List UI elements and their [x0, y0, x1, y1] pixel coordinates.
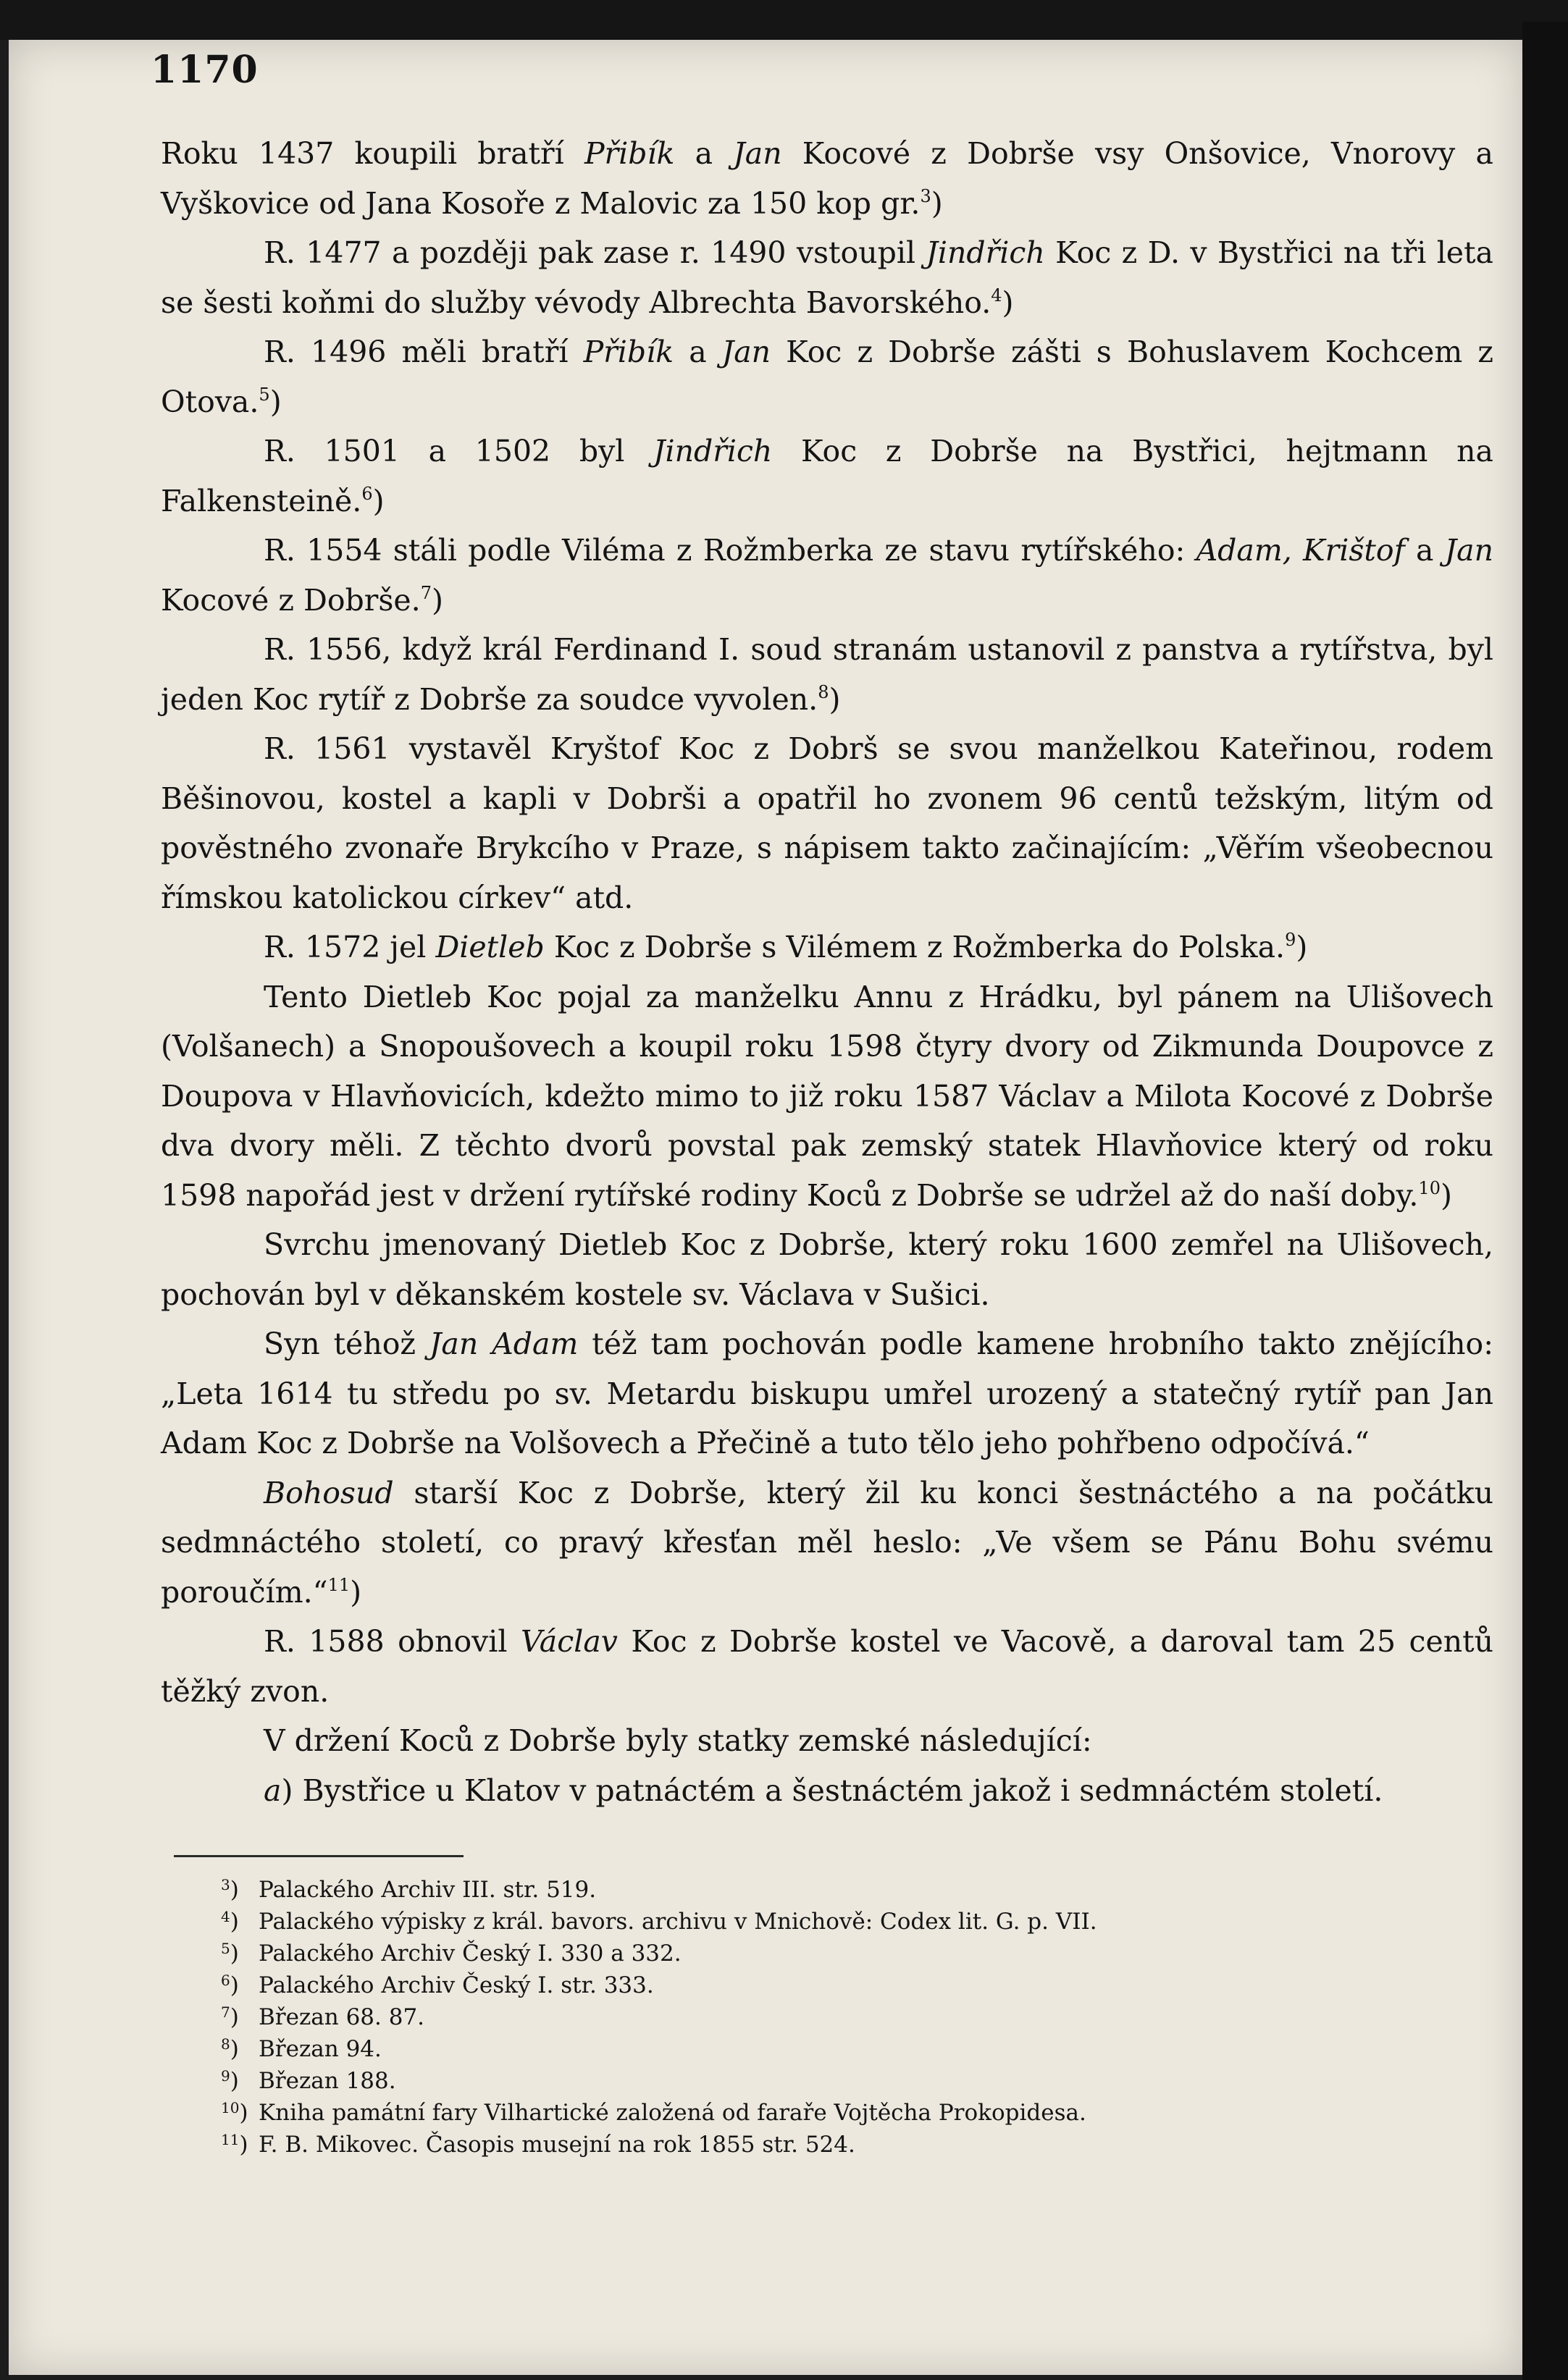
italic-name: Adam,	[1196, 533, 1292, 568]
paragraph-p9	[161, 972, 1493, 1221]
text-run: Tento Dietleb Koc pojal za manželku Annu z Hrádku, byl pánem na Ulišovech (Volšanech) a Snopoušovech a koupil roku 1598 čtyry dvory od Zikmunda Doupovce z Doupova v Hlavňovicích, kdežto mimo to již roku 1587 Václav a Milota Kocové z Dobrše dva dvory měli. Z těchto dvorů povstal pak zemský statek Hlavňovice který od roku 1598 napořád jest v držení rytířské rodiny Koců z Dobrše se udržel až do naší doby.	[161, 979, 1493, 1213]
paragraph-p2	[161, 228, 1493, 327]
text-run: R. 1588 obnovil	[264, 1624, 521, 1659]
text-run: Koc z Dobrše zášti s Bohuslavem Kochcem z Otova.	[161, 335, 1493, 419]
text-run: ) Bystřice u Klatov v patnáctém a šestnáctém jakož i sedmnáctém století.	[281, 1773, 1383, 1808]
italic-name: Dietleb	[435, 930, 545, 964]
text-run: a	[674, 136, 734, 171]
footnote-number: $^9$)	[221, 2067, 239, 2094]
paragraph-p14	[161, 1716, 1493, 1766]
text-run: R. 1554 stáli podle Viléma z Rožmberka ze stavu rytířského:	[264, 533, 1196, 568]
footnote-ref: 8	[818, 681, 829, 702]
footnote-number: $^{11}$)	[221, 2131, 248, 2158]
footnote-ref: 3	[920, 185, 931, 206]
paragraph-p3	[161, 327, 1493, 426]
footnote-item	[221, 1938, 1380, 1969]
text-run: V držení Koců z Dobrše byly statky zemské následující:	[264, 1723, 1092, 1758]
text-run: )	[1002, 285, 1014, 320]
footnotes	[221, 1874, 1380, 2161]
footnote-number: $^7$)	[221, 2003, 239, 2030]
footnote-text: Palackého výpisky z král. bavors. archivu v Mnichově: Codex lit. G. p. VII.	[259, 1909, 1097, 1935]
text-run: )	[350, 1574, 362, 1610]
footnote-text: Březan 94.	[259, 2036, 382, 2062]
text-run: Koc z Dobrše na Bystřici, hejtmann na Falkensteině.	[161, 434, 1494, 518]
italic-name: Bohosud	[264, 1475, 394, 1510]
footnote-number-value: 6	[221, 1972, 230, 1989]
footnote-ref: 9	[1285, 930, 1296, 950]
italic-name: Jan	[733, 136, 782, 171]
page-number: 1170	[151, 48, 259, 92]
italic-name: Václav	[520, 1624, 618, 1659]
footnote-item	[221, 2033, 1380, 2065]
italic-name: Jan	[1444, 533, 1493, 568]
text-run: též tam pochován podle kamene hrobního takto znějícího: „Leta 1614 tu středu po sv. Metardu biskupu umřel urozený a statečný rytíř pan Jan Adam Koc z Dobrše na Volšovech a Přečině a tuto tělo jeho pohřbeno odpočívá.“	[161, 1326, 1494, 1460]
text-run: Svrchu jmenovaný Dietleb Koc z Dobrše, který roku 1600 zemřel na Ulišovech, pochován byl v děkanském kostele sv. Václava v Sušici.	[161, 1227, 1493, 1312]
italic-name: Přibík	[583, 335, 674, 369]
footnote-number-value: 7	[221, 2003, 230, 2021]
paragraph-p1	[161, 129, 1493, 228]
footnote-item	[221, 2065, 1380, 2097]
italic-name: Jindřich	[926, 235, 1045, 270]
footnote-number: $^4$)	[221, 1908, 239, 1935]
footnote-number-value: 10	[221, 2099, 240, 2116]
text-run: )	[1296, 930, 1308, 964]
text-run: )	[829, 681, 841, 717]
footnote-number: $^3$)	[221, 1876, 239, 1903]
text-run: )	[372, 483, 385, 518]
paragraph-p15	[161, 1766, 1493, 1816]
footnote-item	[221, 2129, 1380, 2161]
footnote-separator	[174, 1855, 464, 1857]
footnote-ref: 4	[991, 285, 1002, 306]
text-run: R. 1496 měli bratří	[264, 335, 584, 369]
footnote-ref: 6	[361, 483, 373, 504]
footnote-text: Březan 188.	[259, 2068, 396, 2094]
footnote-number-value: 11	[221, 2131, 240, 2148]
footnote-item	[221, 1906, 1380, 1938]
footnote-text: Palackého Archiv III. str. 519.	[259, 1877, 597, 1903]
italic-name: Jindřich	[653, 434, 773, 468]
footnote-number-value: 8	[221, 2035, 230, 2053]
footnote-number: $^6$)	[221, 1972, 239, 1998]
text-run: a	[674, 335, 722, 369]
footnote-item	[221, 1969, 1380, 2001]
footnote-text: Březan 68. 87.	[259, 2004, 425, 2030]
text-run: starší Koc z Dobrše, který žil ku konci šestnáctého a na počátku sedmnáctého století, co pravý křesťan měl heslo: „Ve všem se Pánu Bohu svému poroučím.“	[161, 1475, 1493, 1610]
footnote-text: Palackého Archiv Český I. 330 a 332.	[259, 1940, 682, 1967]
footnote-ref: 5	[259, 384, 270, 405]
text-run: R. 1561 vystavěl Kryštof Koc z Dobrš se svou manželkou Kateřinou, rodem Běšinovou, kostel a kapli v Dobrši a opatřil ho zvonem 96 centů težským, litým od pověstného zvonaře Brykcího v Praze, s nápisem takto začinajícím: „Věřím všeobecnou římskou katolickou církev“ atd.	[161, 731, 1493, 915]
footnote-text: Palackého Archiv Český I. str. 333.	[259, 1972, 654, 1998]
paragraph-p4	[161, 426, 1493, 526]
main-text	[161, 129, 1493, 1815]
italic-name: Přibík	[584, 136, 675, 171]
paragraph-p13	[161, 1617, 1493, 1716]
scan-top-edge	[0, 0, 1568, 40]
text-run: a	[1404, 533, 1445, 568]
footnote-number: $^{10}$)	[221, 2099, 248, 2126]
scan-right-edge	[1522, 22, 1568, 2380]
text-run: Kocové z Dobrše.	[161, 582, 421, 618]
text-run: R. 1556, když král Ferdinand I. soud stranám ustanovil z panstva a rytířstva, byl jeden Koc rytíř z Dobrše za soudce vyvolen.	[161, 632, 1493, 717]
paragraph-p5	[161, 526, 1493, 625]
footnote-ref: 7	[420, 582, 432, 603]
text-run: )	[269, 384, 282, 419]
footnote-ref: 10	[1418, 1177, 1441, 1198]
text-run: Koc z D. v Bystřici na tři leta se šesti koňmi do služby vévody Albrechta Bavorského.	[161, 235, 1493, 320]
footnote-number-value: 4	[221, 1908, 230, 1925]
footnote-number-value: 3	[221, 1876, 230, 1893]
footnote-number: $^5$)	[221, 1940, 239, 1967]
text-run: )	[1440, 1177, 1452, 1213]
footnote-item	[221, 1874, 1380, 1906]
paragraph-p11	[161, 1319, 1493, 1468]
footnote-ref: 11	[327, 1574, 351, 1595]
text-run	[1292, 533, 1303, 568]
text-run: Koc z Dobrše s Vilémem z Rožmberka do Polska.	[544, 930, 1286, 964]
footnote-number: $^8$)	[221, 2035, 239, 2062]
text-run: )	[931, 185, 943, 221]
italic-name: Krištof	[1303, 533, 1405, 568]
italic-name: a	[264, 1773, 282, 1808]
paragraph-p6	[161, 625, 1493, 724]
footnote-text: F. B. Mikovec. Časopis musejní na rok 1855 str. 524.	[259, 2132, 855, 2158]
footnote-item	[221, 2001, 1380, 2033]
footnote-text: Kniha památní fary Vilhartické založená od faraře Vojtěcha Prokopidesa.	[259, 2100, 1086, 2126]
text-run: Roku 1437 koupili bratří	[161, 136, 584, 171]
text-run: Syn téhož	[264, 1326, 429, 1361]
footnote-number-value: 5	[221, 1940, 230, 1957]
paragraph-p12	[161, 1468, 1493, 1618]
text-run: Kocové z Dobrše vsy Onšovice, Vnorovy a Vyškovice od Jana Kosoře z Malovic za 150 kop gr.	[161, 136, 1493, 221]
text-run: R. 1477 a později pak zase r. 1490 vstoupil	[264, 235, 926, 270]
italic-name: Jan Adam	[429, 1326, 579, 1361]
paragraph-p7	[161, 724, 1493, 922]
italic-name: Jan	[721, 335, 771, 369]
text-run: )	[431, 582, 443, 618]
text-run: R. 1501 a 1502 byl	[264, 434, 654, 468]
paragraph-p10	[161, 1220, 1493, 1319]
text-run: Koc z Dobrše kostel ve Vacově, a daroval tam 25 centů těžký zvon.	[161, 1624, 1493, 1709]
footnote-number-value: 9	[221, 2067, 230, 2085]
text-run: R. 1572 jel	[264, 930, 436, 964]
footnote-item	[221, 2097, 1380, 2129]
paragraph-p8	[161, 922, 1493, 972]
